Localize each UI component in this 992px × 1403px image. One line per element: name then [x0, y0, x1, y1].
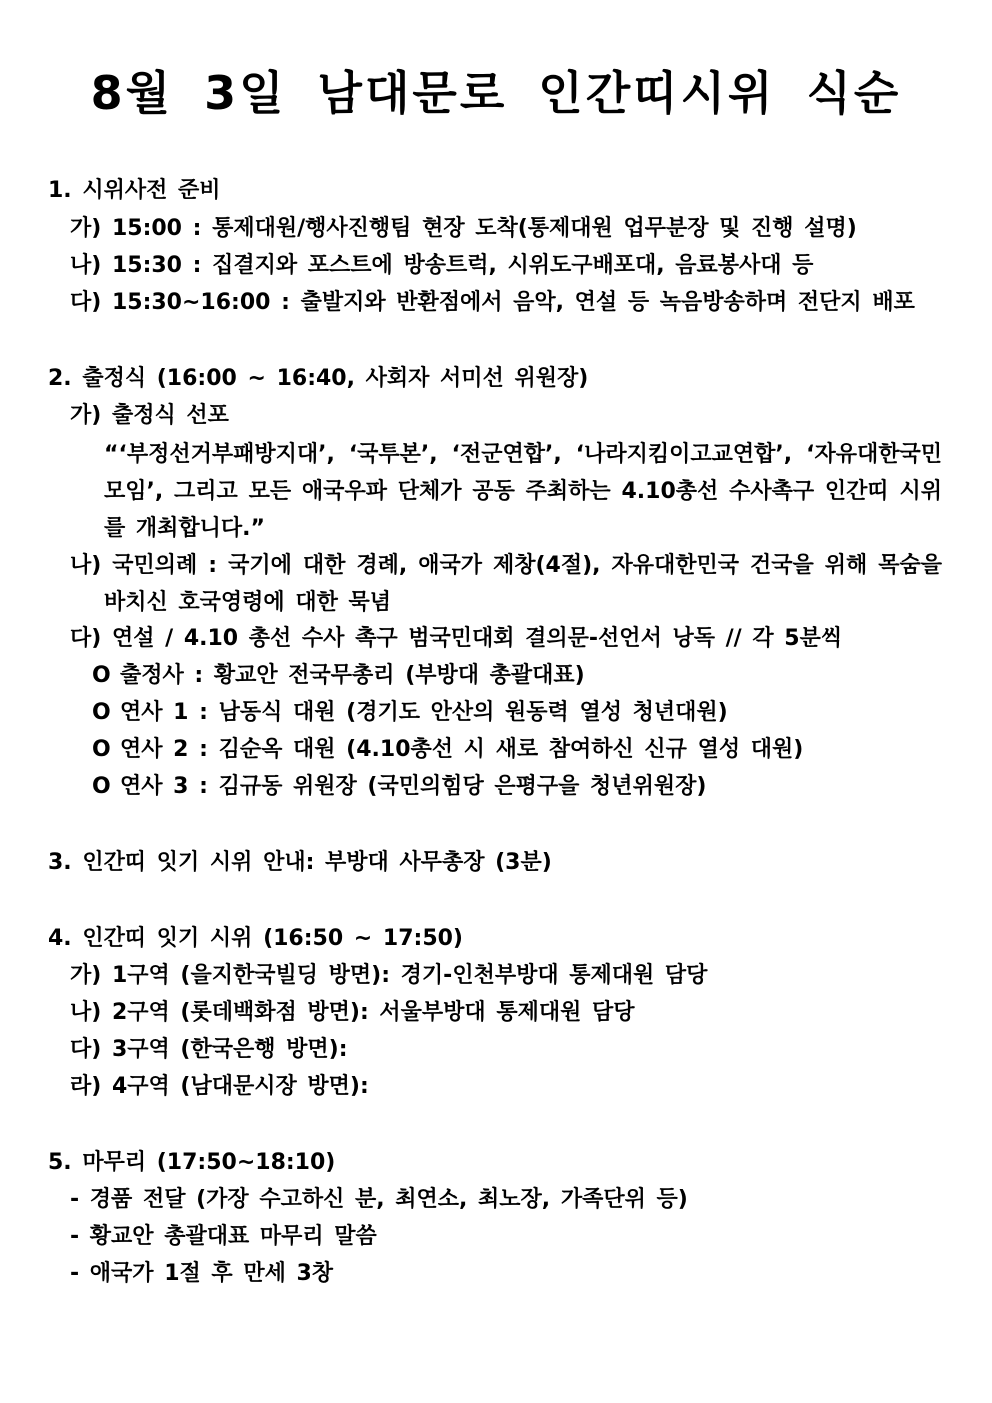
- section-4-item: 다) 3구역 (한국은행 방면):: [70, 1037, 348, 1062]
- section-1-item: 다) 15:30~16:00 : 출발지와 반환점에서 음악, 연설 등 녹음방송하며 전단지 배포: [70, 290, 915, 315]
- speaker-item: [92, 735, 803, 765]
- speaker-text: 출정사 : 황교안 전국무총리 (부방대 총괄대표): [120, 663, 585, 688]
- section-2-item-b: 나) 국민의례 : 국기에 대한 경례, 애국가 제창(4절), 자유대한민국 건국을 위해 목숨을 바치신 호국영령에 대한 묵념: [70, 553, 942, 615]
- section-1-heading: 1. 시위사전 준비: [48, 178, 221, 203]
- section-1-item: 나) 15:30 : 집결지와 포스트에 방송트럭, 시위도구배포대, 음료봉사대 등: [70, 253, 814, 278]
- bullet-mark: O: [92, 663, 111, 688]
- bullet-mark: O: [92, 700, 111, 725]
- section-4-heading: 4. 인간띠 잇기 시위 (16:50 ~ 17:50): [48, 926, 463, 951]
- section-4-item: 나) 2구역 (롯데백화점 방면): 서울부방대 통제대원 담당: [70, 1000, 635, 1025]
- page-title: 8월 3일 남대문로 인간띠시위 식순: [90, 66, 902, 120]
- bullet-mark: O: [92, 774, 111, 799]
- section-5-item: - 경품 전달 (가장 수고하신 분, 최연소, 최노장, 가족단위 등): [70, 1187, 688, 1212]
- section-5-item: - 애국가 1절 후 만세 3창: [70, 1261, 334, 1286]
- section-3-heading: 3. 인간띠 잇기 시위 안내: 부방대 사무총장 (3분): [48, 850, 552, 875]
- speaker-item: [92, 772, 706, 802]
- speaker-text: 연사 2 : 김순옥 대원 (4.10총선 시 새로 참여하신 신규 열성 대원): [120, 737, 804, 762]
- speaker-text: 연사 3 : 김규동 위원장 (국민의힘당 은평구을 청년위원장): [120, 774, 707, 799]
- section-2-item-a: 가) 출정식 선포: [70, 403, 229, 428]
- declaration-text: “‘부정선거부패방지대’, ‘국투본’, ‘전군연합’, ‘나라지킴이고교연합’, ‘자유대한국민모임’, 그리고 모든 애국우파 단체가 공동 주최하는 4.10총선 수사촉구 인간띠 시위를 개최합니다.”: [104, 442, 942, 541]
- section-4-item: 가) 1구역 (을지한국빌딩 방면): 경기-인천부방대 통제대원 담당: [70, 963, 708, 988]
- speaker-item: [92, 661, 585, 691]
- bullet-mark: O: [92, 737, 111, 762]
- section-2-heading: 2. 출정식 (16:00 ~ 16:40, 사회자 서미선 위원장): [48, 366, 589, 391]
- section-4-item: 라) 4구역 (남대문시장 방면):: [70, 1074, 369, 1099]
- speaker-item: [92, 698, 728, 728]
- speaker-text: 연사 1 : 남동식 대원 (경기도 안산의 원동력 열성 청년대원): [120, 700, 728, 725]
- section-1-item: 가) 15:00 : 통제대원/행사진행팀 현장 도착(통제대원 업무분장 및 진행 설명): [70, 216, 857, 241]
- section-5-heading: 5. 마무리 (17:50~18:10): [48, 1150, 336, 1175]
- section-5-item: - 황교안 총괄대표 마무리 말씀: [70, 1224, 377, 1249]
- section-2-item-c: 다) 연설 / 4.10 총선 수사 촉구 범국민대회 결의문-선언서 낭독 // 각 5분씩: [70, 626, 843, 651]
